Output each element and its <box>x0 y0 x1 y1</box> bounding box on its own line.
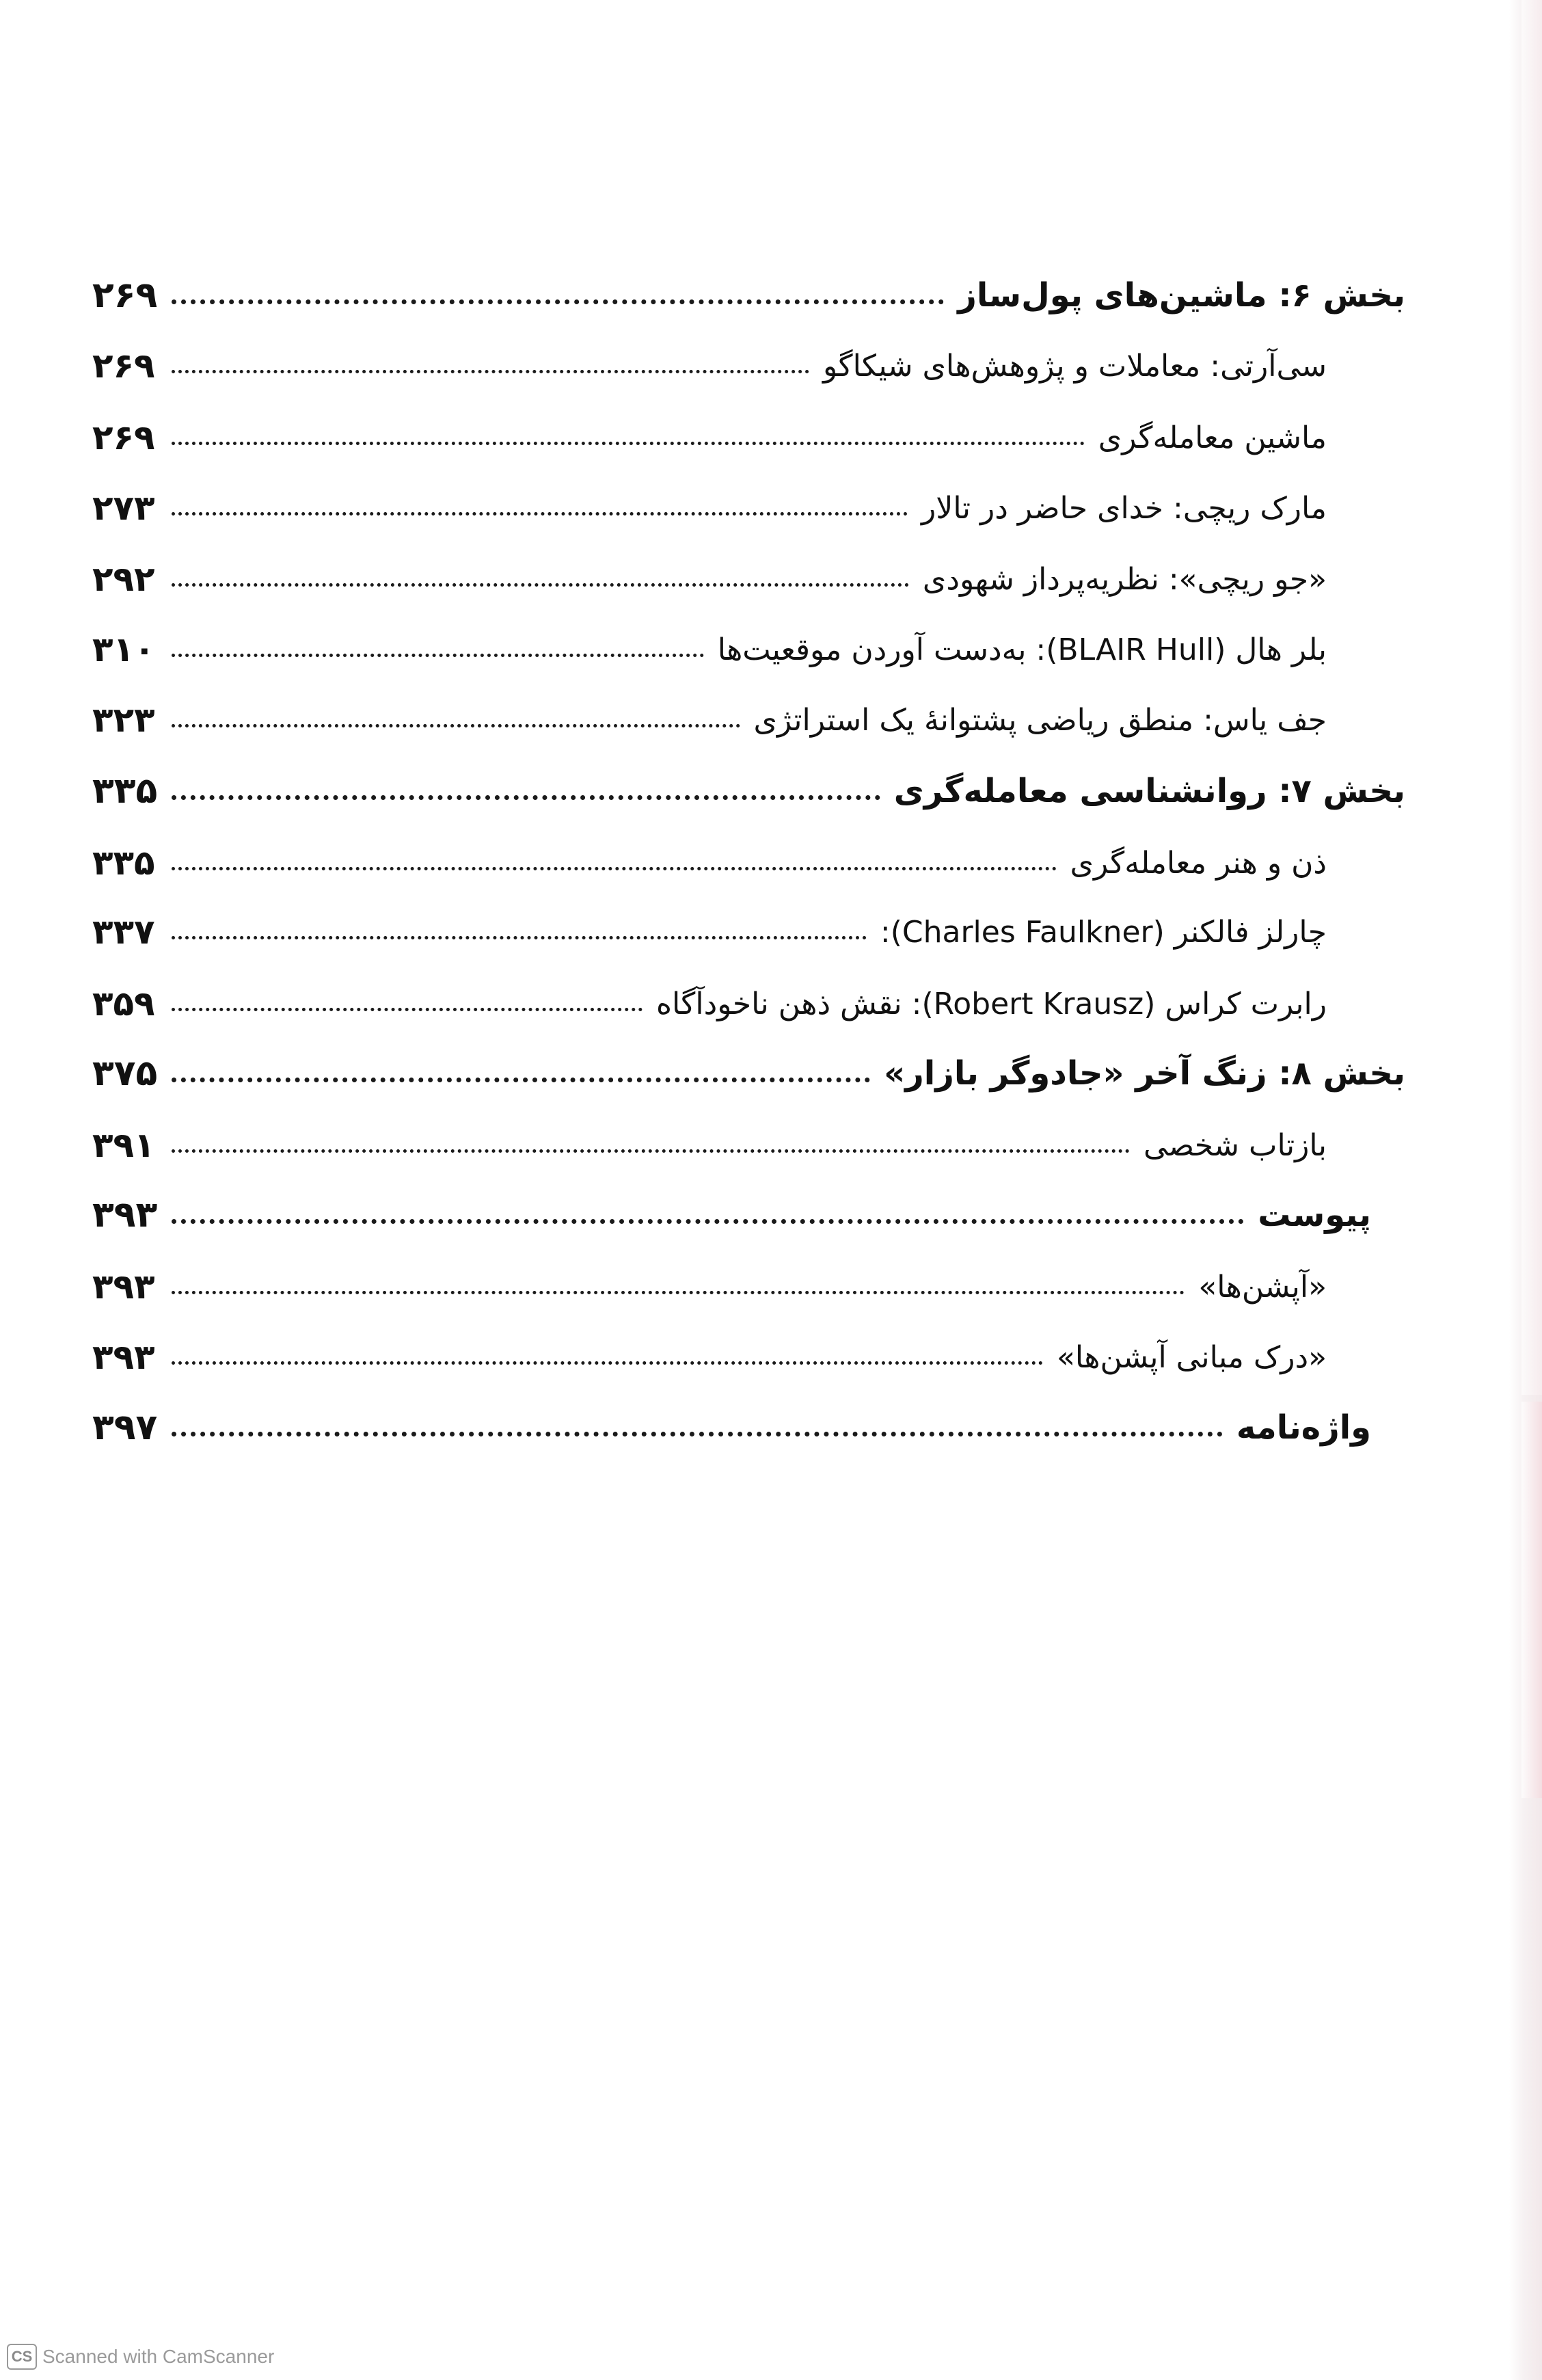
dot-leader <box>172 795 880 800</box>
dot-leader <box>172 442 1085 445</box>
toc-entry-title: بازتاب شخصی <box>1143 1127 1327 1163</box>
watermark-text: Scanned with CamScanner <box>42 2346 275 2367</box>
toc-entry <box>92 898 1327 966</box>
dot-leader <box>172 1149 1130 1153</box>
toc-entry <box>92 1111 1327 1179</box>
dot-leader <box>172 583 909 587</box>
toc-entry-title: «آپشن‌ها» <box>1198 1269 1327 1305</box>
toc-entry-title: بخش ۸: زنگ آخر «جادوگر بازار» <box>884 1054 1405 1093</box>
toc-page-number: ۳۳۵ <box>92 843 155 883</box>
dot-leader <box>172 654 704 657</box>
toc-entry-title: مارک ریچی: خدای حاضر در تالار <box>921 490 1327 526</box>
dot-leader <box>172 936 867 939</box>
toc-page-number: ۲۶۹ <box>92 418 155 457</box>
camscanner-logo-icon: CS <box>7 2344 37 2370</box>
toc-entry-title: چارلز فالکنر (Charles Faulkner): <box>880 914 1327 950</box>
toc-entry-appendix <box>92 1181 1371 1249</box>
toc-page-number: ۳۵۹ <box>92 984 155 1024</box>
toc-page-number: ۳۹۳ <box>92 1194 158 1235</box>
toc-page-number: ۳۳۷ <box>92 912 155 952</box>
toc-entry <box>92 829 1327 897</box>
toc-entry <box>92 970 1327 1038</box>
toc-entry-title: ماشین معامله‌گری <box>1098 420 1327 455</box>
toc-entry-title: بخش ۷: روانشناسی معامله‌گری <box>893 772 1405 810</box>
dot-leader <box>172 724 740 727</box>
toc-entry-title: پیوست <box>1258 1196 1371 1234</box>
toc-entry-title: واژه‌نامه <box>1236 1408 1371 1447</box>
toc-entry-glossary <box>92 1393 1371 1462</box>
dot-leader <box>172 1008 642 1011</box>
toc-entry-title: رابرت کراس (Robert Krausz): نقش ذهن ناخودآگاه <box>655 986 1327 1021</box>
toc-page-number: ۳۹۱ <box>92 1125 155 1165</box>
toc-page-number: ۳۷۵ <box>92 1053 158 1094</box>
toc-page-number: ۲۹۲ <box>92 559 155 599</box>
toc-entry <box>92 1323 1327 1391</box>
toc-entry-title: جف یاس: منطق ریاضی پشتوانهٔ یک استراتژی <box>753 702 1327 738</box>
dot-leader <box>172 370 809 373</box>
toc-page-number: ۳۳۵ <box>92 771 158 812</box>
dot-leader <box>172 867 1057 870</box>
toc-page-number: ۳۹۳ <box>92 1337 155 1377</box>
scanner-watermark <box>7 2343 274 2370</box>
toc-entry <box>92 686 1327 754</box>
dot-leader <box>172 1432 1223 1436</box>
toc-page-number: ۲۶۹ <box>92 275 158 316</box>
dot-leader <box>172 299 944 304</box>
dot-leader <box>172 1219 1244 1224</box>
dot-leader <box>172 1291 1185 1294</box>
toc-entry <box>92 474 1327 542</box>
toc-entry-part-6 <box>92 261 1405 330</box>
toc-page-number: ۳۲۳ <box>92 700 155 740</box>
toc-entry <box>92 545 1327 613</box>
toc-entry <box>92 403 1327 472</box>
toc-entry <box>92 332 1327 400</box>
toc-page-number: ۳۹۷ <box>92 1407 158 1448</box>
toc-entry-title: «درک مبانی آپشن‌ها» <box>1056 1339 1327 1375</box>
toc-entry-title: ذن و هنر معامله‌گری <box>1070 845 1327 881</box>
toc-entry-title: «جو ریچی»: نظریه‌پرداز شهودی <box>922 561 1327 597</box>
toc-entry-title: سی‌آرتی: معاملات و پژوهش‌های شیکاگو <box>822 348 1327 384</box>
toc-page-number: ۲۷۳ <box>92 488 155 528</box>
toc-entry-title: بخش ۶: ماشین‌های پول‌ساز <box>958 276 1405 315</box>
dot-leader <box>172 1078 870 1082</box>
toc-entry <box>92 615 1327 684</box>
toc-entry-title: بلر هال (BLAIR Hull): به‌دست آوردن موقعیت‌ها <box>717 632 1327 667</box>
toc-entry-part-8 <box>92 1039 1405 1108</box>
toc-entry-part-7 <box>92 757 1405 825</box>
toc-entry <box>92 1253 1327 1321</box>
dot-leader <box>172 512 908 516</box>
toc-page-number: ۳۹۳ <box>92 1267 155 1307</box>
toc-page-number: ۲۶۹ <box>92 346 155 386</box>
dot-leader <box>172 1361 1043 1365</box>
toc-page-number: ۳۱۰ <box>92 630 155 669</box>
